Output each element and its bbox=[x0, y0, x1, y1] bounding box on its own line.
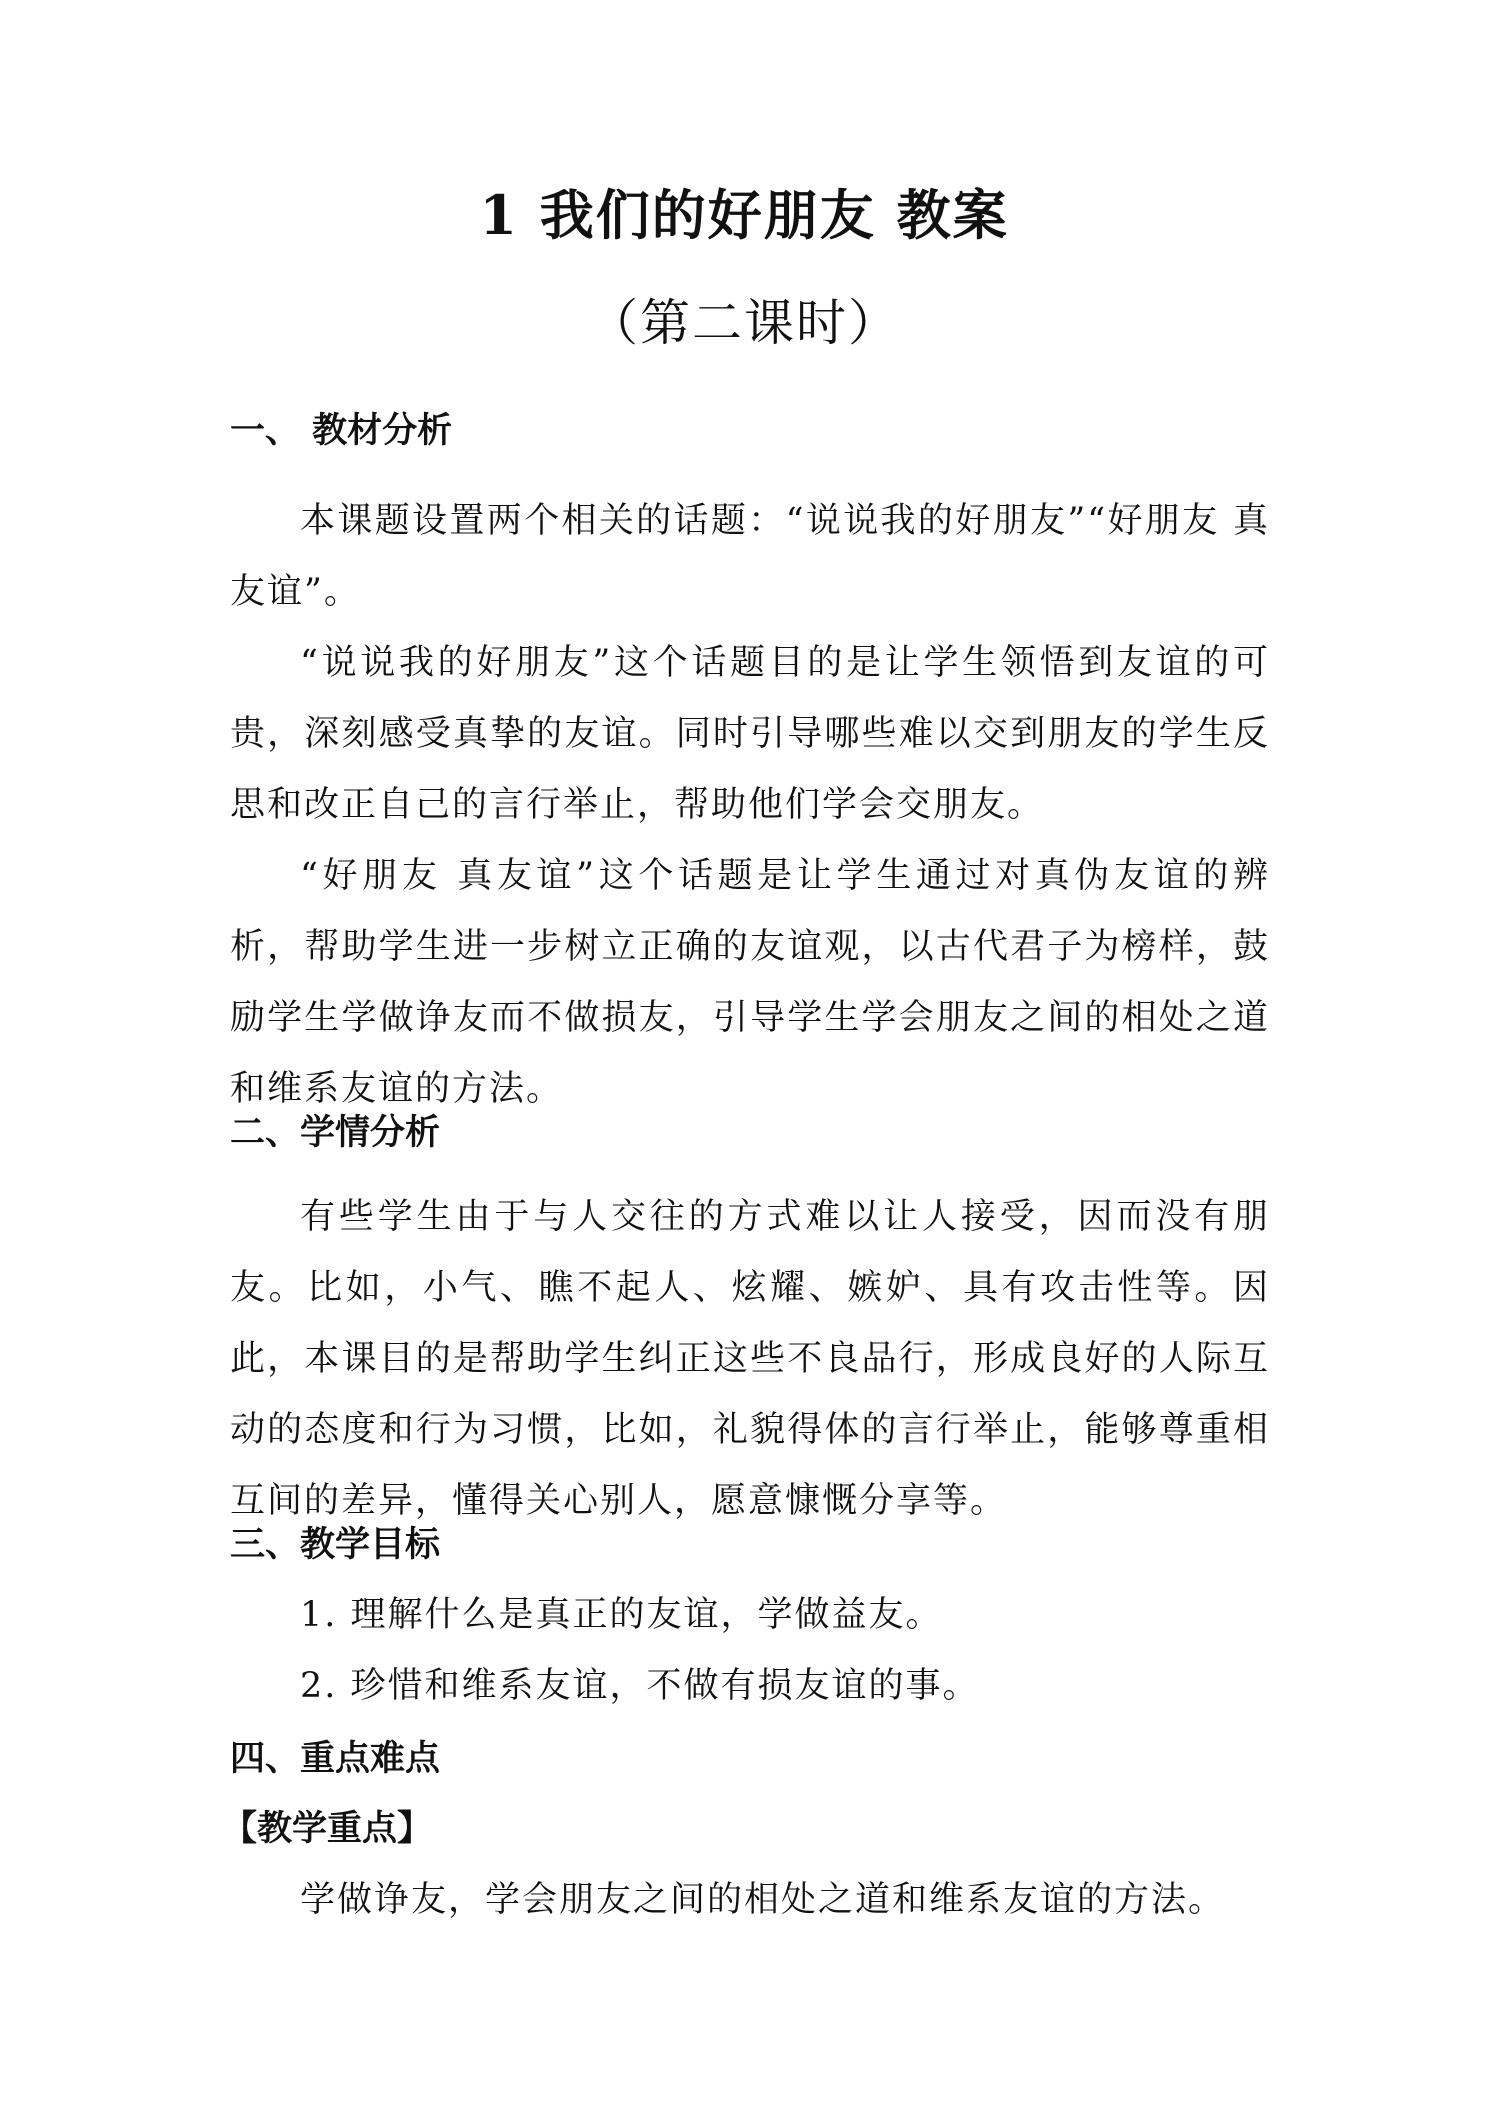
goal-item: 2. 珍惜和维系友谊，不做有损友谊的事。 bbox=[300, 1666, 980, 1706]
paragraph-topic-one: “说说我的好朋友”这个话题目的是让学生领悟到友谊的可贵，深刻感受真挚的友谊。同时引导哪些难以交到朋友的学生反思和改正自己的言行举止，帮助他们学会交朋友。 bbox=[230, 643, 1270, 825]
section-heading-textbook-analysis: 一、 教材分析 bbox=[230, 411, 453, 451]
paragraph-student-analysis: 有些学生由于与人交往的方式难以让人接受，因而没有朋友。比如，小气、瞧不起人、炫耀、嫉妒、具有攻击性等。因此，本课目的是帮助学生纠正这些不良品行，形成良好的人际互动的态度和行为习惯，比如，礼貌得体的言行举止，能够尊重相互间的差异，懂得关心别人，愿意慷慨分享等。 bbox=[230, 1197, 1270, 1521]
section-heading-student-analysis: 二、学情分析 bbox=[230, 1113, 441, 1153]
page-subtitle: （第二课时） bbox=[588, 294, 900, 352]
subheading-teaching-focus: 【教学重点】 bbox=[222, 1809, 433, 1849]
section-heading-key-points: 四、重点难点 bbox=[230, 1739, 441, 1779]
goal-item: 1. 理解什么是真正的友谊，学做益友。 bbox=[300, 1595, 943, 1635]
page-title: 1 我们的好朋友 教案 bbox=[479, 183, 1009, 247]
paragraph-topics: 本课题设置两个相关的话题：“说说我的好朋友”“好朋友 真友谊”。 bbox=[230, 501, 1270, 612]
paragraph-teaching-focus: 学做诤友，学会朋友之间的相处之道和维系友谊的方法。 bbox=[300, 1880, 1226, 1920]
section-heading-teaching-goals: 三、教学目标 bbox=[230, 1525, 441, 1565]
paragraph-topic-two: “好朋友 真友谊”这个话题是让学生通过对真伪友谊的辨析，帮助学生进一步树立正确的友谊观，以古代君子为榜样，鼓励学生学做诤友而不做损友，引导学生学会朋友之间的相处之道和维系友谊的方法。 bbox=[230, 856, 1270, 1109]
